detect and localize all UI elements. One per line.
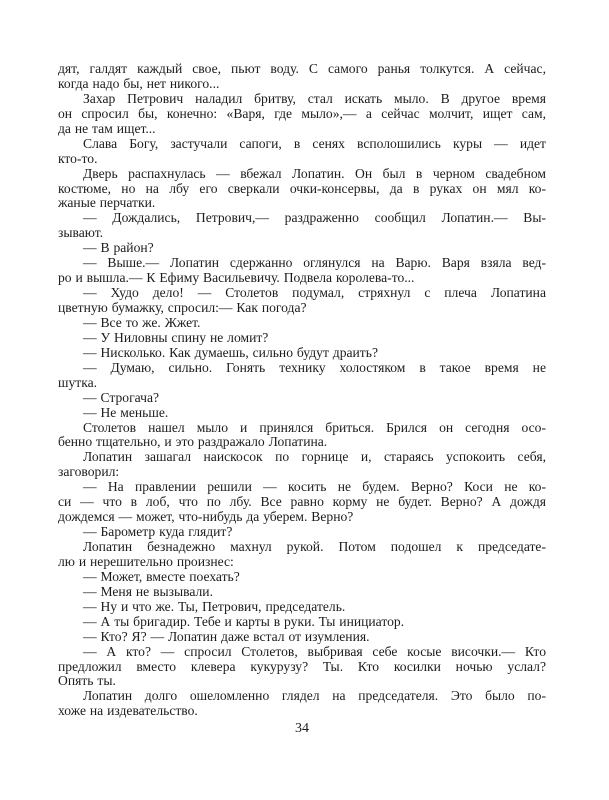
page-number: 34 (295, 721, 309, 736)
text-line: Лопатин зашагал наискосок по горнице и, стараясь успокоить себя, (83, 449, 546, 465)
text-line: — Строгача? (83, 389, 160, 405)
text-line: Слава Богу, застучали сапоги, в сенях всполошились куры — идет (83, 135, 546, 151)
text-line: — Нисколько. Как думаешь, сильно будут драить? (83, 344, 378, 360)
text-line: лю и нерешительно произнес: (58, 553, 234, 569)
text-line: — Худо дело! — Столетов подумал, стряхнул с плеча Лопатина (83, 285, 546, 301)
text-line: — Меня не вызывали. (83, 583, 213, 599)
text-line: бенно тщательно, и это раздражало Лопатина. (58, 434, 328, 450)
text-line: — Дождались, Петрович,— раздраженно сообщил Лопатин.— Вы- (83, 210, 546, 226)
text-line: жаные перчатки. (58, 195, 156, 211)
text-line: — Может, вместе поехать? (83, 568, 240, 584)
text-line: предложил вместо клевера кукурузу? Ты. Кто косилки ночью услал? (58, 658, 546, 674)
text-line: дождемся — может, что-нибудь да уберем. Верно? (58, 509, 354, 525)
text-line: он спросил бы, конечно: «Варя, где мыло»,— а сейчас молчит, ищет сам, (58, 105, 546, 121)
text-line: ро и вышла.— К Ефиму Васильевичу. Подвела королева-то... (58, 270, 415, 286)
text-line: цветную бумажку, спросил:— Как погода? (58, 300, 307, 315)
text-line: — На правлении решили — косить не будем. Верно? Коси не ко- (83, 479, 546, 495)
text-line: Опять ты. (58, 673, 116, 689)
text-line: си — что в лоб, что по лбу. Все равно корму не будет. Верно? А дождя (58, 494, 546, 510)
text-line: да не там ищет... (58, 120, 156, 136)
text-line: — Кто? Я? — Лопатин даже встал от изумления. (83, 628, 370, 644)
text-line: кто-то. (58, 150, 98, 166)
text-line: Лопатин безнадежно махнул рукой. Потом подошел к председате- (83, 539, 546, 554)
text-line: Захар Петрович наладил бритву, стал искать мыло. В другое время (83, 90, 546, 106)
text-line: — Ну и что же. Ты, Петрович, председатель. (83, 598, 346, 614)
text-line: — А кто? — спросил Столетов, выбривая себе косые височки.— Кто (83, 643, 546, 659)
text-line: шутка. (58, 374, 98, 390)
text-line: Лопатин долго ошеломленно глядел на председателя. Это было по- (83, 688, 546, 704)
text-line: — Думаю, сильно. Гонять технику холостяком в такое время не (83, 359, 546, 375)
text-line: — В район? (83, 240, 154, 256)
text-line: Столетов нашел мыло и принялся бриться. Брился он сегодня осо- (83, 419, 546, 435)
text-line: — Выше.— Лопатин сдержанно оглянулся на Варю. Варя взяла вед- (83, 255, 546, 271)
text-line: хоже на издевательство. (58, 703, 198, 719)
text-line: — У Ниловны спину не ломит? (83, 329, 269, 345)
text-line: зывают. (58, 225, 104, 241)
text-line: — А ты бригадир. Тебе и карты в руки. Ты инициатор. (83, 613, 405, 629)
text-line: дят, галдят каждый свое, пьют воду. С самого ранья толкутся. А сейчас, (58, 61, 546, 76)
page-text (58, 62, 546, 719)
text-line: заговорил: (58, 464, 120, 480)
text-line: когда надо бы, нет никого... (58, 75, 220, 91)
text-line: — Не меньше. (83, 404, 169, 420)
text-line: — Барометр куда глядит? (83, 524, 233, 540)
text-line: костюме, но на лбу его сверкали очки-консервы, да в руках он мял ко- (58, 180, 546, 196)
text-line: — Все то же. Жжет. (83, 314, 201, 330)
text-line: Дверь распахнулась — вбежал Лопатин. Он был в черном свадебном (83, 165, 546, 181)
